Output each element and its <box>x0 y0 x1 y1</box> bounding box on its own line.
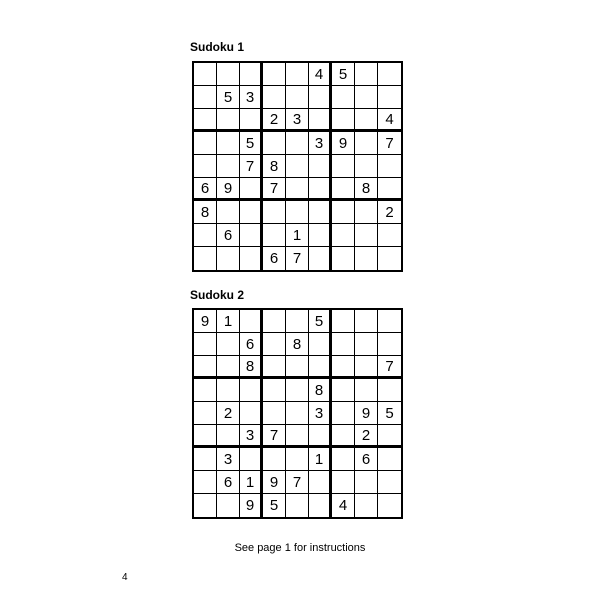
sudoku-grid-2 <box>192 308 403 519</box>
sudoku-cell[interactable] <box>263 132 286 155</box>
sudoku-cell: 6 <box>240 333 263 356</box>
sudoku-cell: 1 <box>240 471 263 494</box>
sudoku-cell[interactable] <box>378 155 401 178</box>
page-number: 4 <box>122 572 128 583</box>
sudoku-cell[interactable] <box>309 471 332 494</box>
sudoku-cell[interactable] <box>378 471 401 494</box>
sudoku-cell[interactable] <box>332 402 355 425</box>
sudoku-cell: 2 <box>378 201 401 224</box>
sudoku-cell: 7 <box>378 356 401 379</box>
sudoku-cell[interactable] <box>194 494 217 517</box>
sudoku-cell[interactable] <box>332 333 355 356</box>
sudoku-cell[interactable] <box>355 201 378 224</box>
sudoku-cell[interactable] <box>286 155 309 178</box>
sudoku-cell[interactable] <box>332 201 355 224</box>
sudoku-cell: 2 <box>263 109 286 132</box>
sudoku-cell[interactable] <box>194 402 217 425</box>
sudoku-cell: 3 <box>286 109 309 132</box>
sudoku-cell[interactable] <box>194 63 217 86</box>
sudoku-cell[interactable] <box>378 448 401 471</box>
sudoku-cell[interactable] <box>217 356 240 379</box>
sudoku-cell[interactable] <box>332 247 355 270</box>
sudoku-cell[interactable] <box>263 201 286 224</box>
sudoku-cell[interactable] <box>194 224 217 247</box>
sudoku-cell[interactable] <box>240 201 263 224</box>
sudoku-cell[interactable] <box>286 310 309 333</box>
sudoku-cell[interactable] <box>378 425 401 448</box>
sudoku-cell[interactable] <box>309 494 332 517</box>
sudoku-cell[interactable] <box>378 63 401 86</box>
sudoku-cell: 7 <box>263 178 286 201</box>
sudoku-cell[interactable] <box>240 224 263 247</box>
sudoku-cell: 1 <box>309 448 332 471</box>
sudoku-cell[interactable] <box>240 310 263 333</box>
sudoku-cell: 7 <box>286 471 309 494</box>
sudoku-cell[interactable] <box>217 379 240 402</box>
sudoku-cell: 6 <box>355 448 378 471</box>
sudoku-cell[interactable] <box>194 471 217 494</box>
sudoku-cell: 2 <box>355 425 378 448</box>
sudoku-cell[interactable] <box>309 155 332 178</box>
sudoku-cell[interactable] <box>263 86 286 109</box>
sudoku-cell: 9 <box>194 310 217 333</box>
sudoku-cell: 5 <box>217 86 240 109</box>
sudoku-cell[interactable] <box>309 201 332 224</box>
sudoku-cell[interactable] <box>194 109 217 132</box>
sudoku-cell[interactable] <box>263 402 286 425</box>
sudoku-cell[interactable] <box>286 132 309 155</box>
sudoku-cell[interactable] <box>263 379 286 402</box>
sudoku-cell: 9 <box>332 132 355 155</box>
sudoku-cell[interactable] <box>309 425 332 448</box>
sudoku-cell[interactable] <box>217 333 240 356</box>
sudoku-cell[interactable] <box>286 63 309 86</box>
sudoku-cell[interactable] <box>355 494 378 517</box>
sudoku-cell: 8 <box>286 333 309 356</box>
sudoku-cell[interactable] <box>194 333 217 356</box>
sudoku-cell[interactable] <box>355 155 378 178</box>
sudoku-cell[interactable] <box>240 247 263 270</box>
instructions-note: See page 1 for instructions <box>234 542 366 554</box>
sudoku-cell[interactable] <box>194 379 217 402</box>
sudoku-cell: 8 <box>263 155 286 178</box>
sudoku-cell[interactable] <box>332 109 355 132</box>
sudoku-cell: 8 <box>240 356 263 379</box>
sudoku-cell: 6 <box>263 247 286 270</box>
sudoku-cell[interactable] <box>332 310 355 333</box>
sudoku-cell: 5 <box>378 402 401 425</box>
sudoku-cell[interactable] <box>309 109 332 132</box>
sudoku-cell[interactable] <box>332 448 355 471</box>
sudoku-cell: 7 <box>378 132 401 155</box>
sudoku-cell: 5 <box>309 310 332 333</box>
sudoku-cell[interactable] <box>240 448 263 471</box>
sudoku-cell[interactable] <box>309 356 332 379</box>
sudoku-cell: 3 <box>309 132 332 155</box>
sudoku-cell[interactable] <box>286 178 309 201</box>
sudoku-cell[interactable] <box>378 178 401 201</box>
sudoku-cell: 7 <box>286 247 309 270</box>
sudoku-cell: 7 <box>240 155 263 178</box>
sudoku-cell[interactable] <box>194 155 217 178</box>
sudoku-cell[interactable] <box>355 471 378 494</box>
sudoku-cell[interactable] <box>332 425 355 448</box>
sudoku-cell: 5 <box>332 63 355 86</box>
sudoku-cell: 8 <box>355 178 378 201</box>
sudoku-cell[interactable] <box>309 224 332 247</box>
sudoku-cell: 8 <box>194 201 217 224</box>
sudoku-cell[interactable] <box>332 471 355 494</box>
sudoku-cell[interactable] <box>355 86 378 109</box>
sudoku-cell: 1 <box>217 310 240 333</box>
sudoku-cell[interactable] <box>309 247 332 270</box>
sudoku-cell: 9 <box>355 402 378 425</box>
sudoku-cell: 3 <box>309 402 332 425</box>
sudoku-cell[interactable] <box>217 155 240 178</box>
sudoku-cell[interactable] <box>355 224 378 247</box>
sudoku-cell[interactable] <box>217 132 240 155</box>
sudoku-cell[interactable] <box>378 247 401 270</box>
sudoku-cell[interactable] <box>194 356 217 379</box>
sudoku-cell[interactable] <box>240 402 263 425</box>
sudoku-cell: 6 <box>217 471 240 494</box>
sudoku-cell: 5 <box>240 132 263 155</box>
sudoku-cell[interactable] <box>378 333 401 356</box>
sudoku-cell[interactable] <box>309 178 332 201</box>
sudoku-cell[interactable] <box>309 86 332 109</box>
sudoku-cell: 1 <box>286 224 309 247</box>
sudoku-cell[interactable] <box>194 86 217 109</box>
sudoku-cell[interactable] <box>217 109 240 132</box>
sudoku-cell[interactable] <box>217 425 240 448</box>
sudoku-cell: 9 <box>263 471 286 494</box>
sudoku-cell[interactable] <box>263 310 286 333</box>
sudoku-cell: 4 <box>309 63 332 86</box>
sudoku-cell[interactable] <box>355 109 378 132</box>
sudoku-cell: 3 <box>240 425 263 448</box>
sudoku-cell[interactable] <box>240 379 263 402</box>
sudoku-cell[interactable] <box>355 379 378 402</box>
sudoku-cell[interactable] <box>286 494 309 517</box>
sudoku-cell: 4 <box>378 109 401 132</box>
sudoku-cell: 3 <box>240 86 263 109</box>
sudoku-cell[interactable] <box>194 448 217 471</box>
sudoku-cell[interactable] <box>240 109 263 132</box>
sudoku-cell[interactable] <box>332 178 355 201</box>
sudoku-cell: 6 <box>194 178 217 201</box>
sudoku-cell: 7 <box>263 425 286 448</box>
sudoku-cell[interactable] <box>286 379 309 402</box>
sudoku-cell: 9 <box>240 494 263 517</box>
sudoku-cell[interactable] <box>217 494 240 517</box>
sudoku-cell[interactable] <box>332 86 355 109</box>
sudoku-cell[interactable] <box>263 63 286 86</box>
puzzle-title-2: Sudoku 2 <box>190 288 245 302</box>
sudoku-cell[interactable] <box>378 86 401 109</box>
sudoku-cell[interactable] <box>194 425 217 448</box>
sudoku-cell: 3 <box>217 448 240 471</box>
sudoku-cell[interactable] <box>378 310 401 333</box>
sudoku-cell[interactable] <box>240 178 263 201</box>
sudoku-cell: 9 <box>217 178 240 201</box>
sudoku-cell[interactable] <box>263 333 286 356</box>
sudoku-cell[interactable] <box>286 448 309 471</box>
sudoku-grid-1 <box>192 61 403 272</box>
sudoku-cell[interactable] <box>355 356 378 379</box>
sudoku-cell[interactable] <box>355 333 378 356</box>
sudoku-cell[interactable] <box>263 448 286 471</box>
sudoku-cell: 5 <box>263 494 286 517</box>
sudoku-cell[interactable] <box>355 132 378 155</box>
sudoku-cell[interactable] <box>355 247 378 270</box>
sudoku-cell[interactable] <box>194 132 217 155</box>
sudoku-cell[interactable] <box>194 247 217 270</box>
sudoku-cell[interactable] <box>355 63 378 86</box>
sudoku-cell[interactable] <box>332 224 355 247</box>
sudoku-cell: 4 <box>332 494 355 517</box>
sudoku-cell[interactable] <box>286 356 309 379</box>
puzzle-title-1: Sudoku 1 <box>190 40 245 54</box>
sudoku-cell[interactable] <box>309 333 332 356</box>
sudoku-cell: 8 <box>309 379 332 402</box>
sudoku-cell[interactable] <box>332 379 355 402</box>
sudoku-cell[interactable] <box>217 201 240 224</box>
sudoku-cell[interactable] <box>378 224 401 247</box>
sudoku-cell[interactable] <box>263 224 286 247</box>
sudoku-cell[interactable] <box>332 155 355 178</box>
sudoku-cell[interactable] <box>263 356 286 379</box>
sudoku-cell: 2 <box>217 402 240 425</box>
sudoku-cell[interactable] <box>286 402 309 425</box>
sudoku-cell[interactable] <box>378 494 401 517</box>
sudoku-cell[interactable] <box>286 86 309 109</box>
sudoku-cell[interactable] <box>217 63 240 86</box>
sudoku-cell[interactable] <box>332 356 355 379</box>
sudoku-cell[interactable] <box>217 247 240 270</box>
sudoku-cell[interactable] <box>355 310 378 333</box>
sudoku-cell: 6 <box>217 224 240 247</box>
sudoku-cell[interactable] <box>378 379 401 402</box>
sudoku-cell[interactable] <box>286 201 309 224</box>
sudoku-cell[interactable] <box>240 63 263 86</box>
sudoku-cell[interactable] <box>286 425 309 448</box>
